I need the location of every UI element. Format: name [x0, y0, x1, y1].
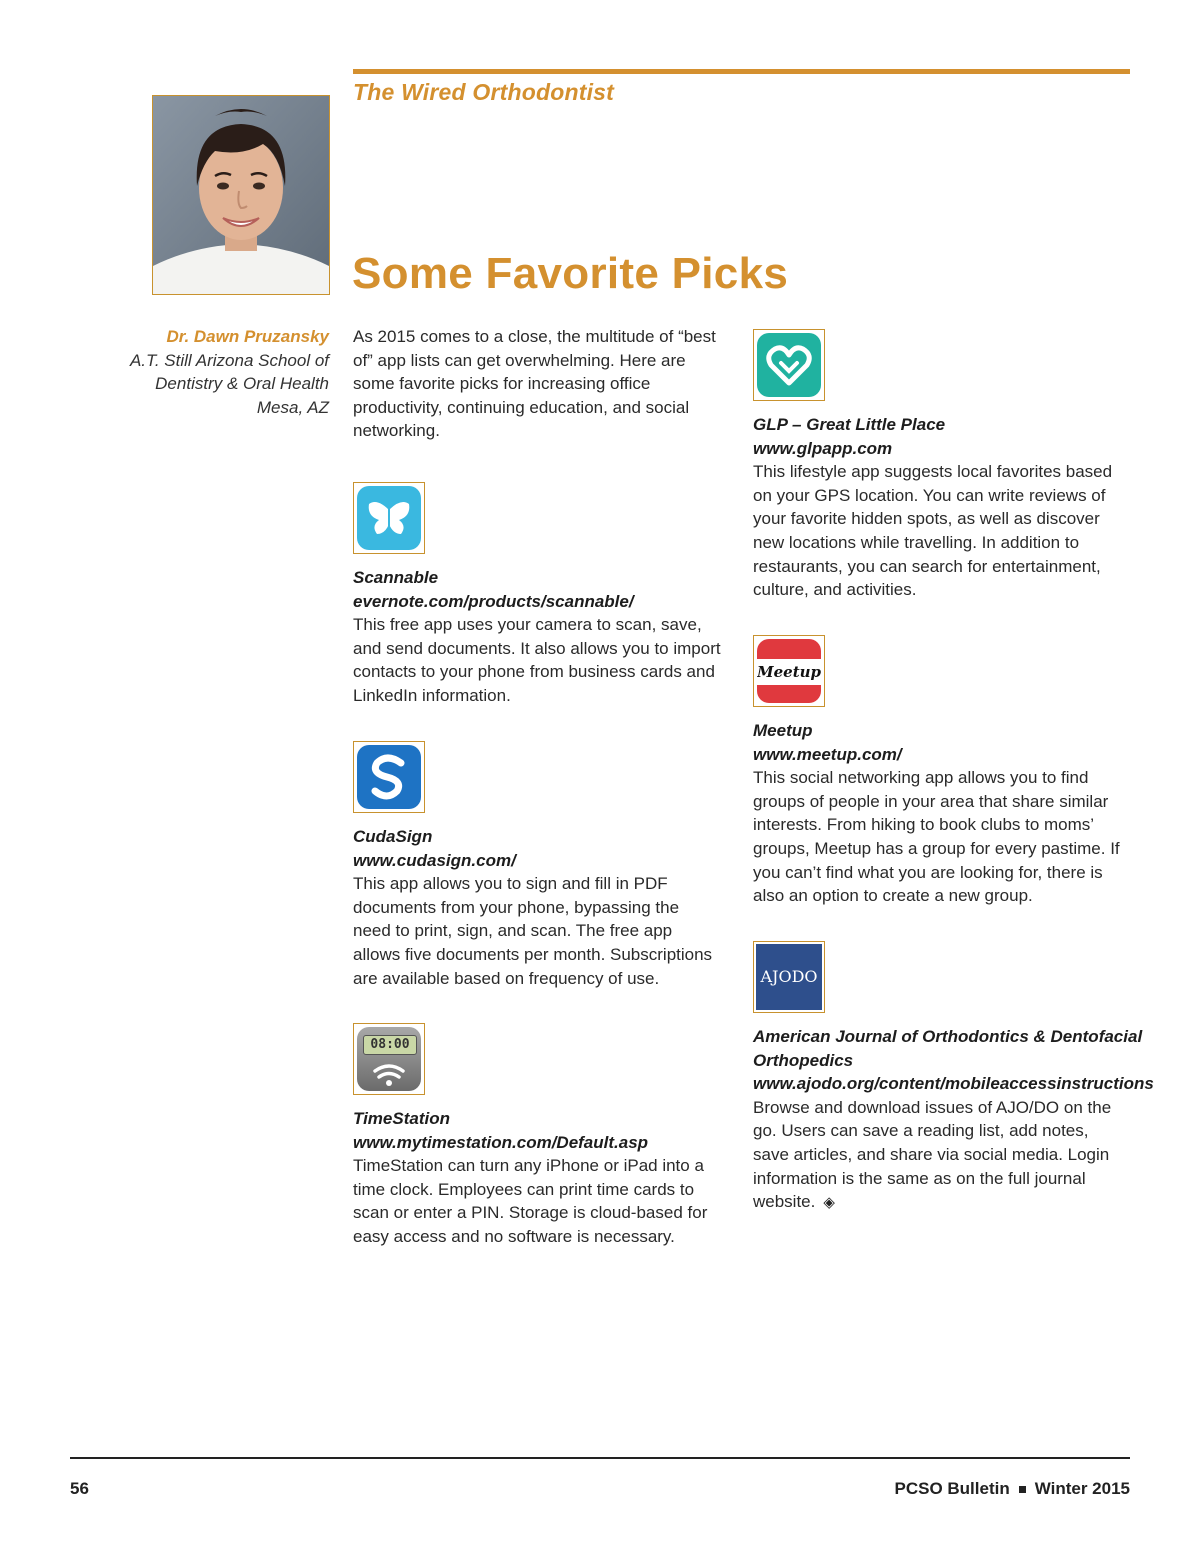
- end-of-article-mark: ◈: [823, 1194, 835, 1212]
- app-name: Scannable: [353, 568, 439, 587]
- column-title: The Wired Orthodontist: [353, 79, 615, 105]
- author-affiliation-line1: A.T. Still Arizona School of: [129, 350, 329, 370]
- app-icon-frame: [753, 635, 825, 707]
- app-entry-glp: [753, 329, 1125, 602]
- app-url-link[interactable]: evernote.com/products/scannable/: [353, 591, 634, 611]
- clock-display: 08:00: [363, 1035, 417, 1055]
- footer-separator: [1019, 1486, 1026, 1493]
- meetup-wordmark: Meetup: [757, 659, 821, 685]
- header-rule: [353, 69, 1130, 74]
- author-affiliation-line2: Dentistry & Oral Health: [155, 374, 329, 394]
- app-url-link[interactable]: www.glpapp.com: [753, 438, 893, 458]
- article-title: Some Favorite Picks: [352, 249, 789, 298]
- scannable-butterfly-icon: [357, 486, 421, 550]
- app-description: TimeStation can turn any iPhone or iPad into a time clock. Employees can print time cards to scan or enter a PIN. Storage is cloud-based for easy access and no software is necessary.: [353, 1156, 708, 1246]
- issue-date: Winter 2015: [1034, 1479, 1130, 1498]
- app-description: This lifestyle app suggests local favorites based on your GPS location. You can write reviews of your favorite hidden spots, as well as discover new locations while travelling. In addition to restaurants, you can search for entertainment, culture, and activities.: [753, 462, 1113, 600]
- ajodo-logo-icon: [756, 944, 822, 1010]
- timestation-clock-icon: [357, 1027, 421, 1091]
- author-name: Dr. Dawn Pruzansky: [166, 327, 329, 346]
- app-entry-cudasign: [353, 741, 718, 990]
- app-icon-frame: [753, 329, 825, 401]
- app-entry-scannable: [353, 482, 733, 708]
- app-description: [753, 1096, 1118, 1215]
- app-icon-frame: [353, 741, 425, 813]
- meetup-logo-icon: [757, 639, 821, 703]
- app-description-text: Browse and download issues of AJO/DO on the go. Users can save a reading list, add notes, save articles, and share via social media. Login information is the same as on the full journal website.: [753, 1097, 1112, 1212]
- app-icon-frame: [753, 941, 825, 1013]
- author-photo: [152, 95, 330, 295]
- ajodo-wordmark: AJODO: [760, 967, 818, 986]
- footer-publication-info: [894, 1479, 1130, 1499]
- app-entry-ajodo: [753, 941, 1154, 1215]
- app-icon-frame: [353, 1023, 425, 1095]
- app-url-link[interactable]: www.ajodo.org/content/mobileaccessinstructions: [753, 1074, 1154, 1094]
- footer-rule: [70, 1457, 1130, 1459]
- glp-heart-icon: [757, 333, 821, 397]
- author-location: Mesa, AZ: [256, 397, 329, 417]
- app-name: TimeStation: [353, 1109, 450, 1128]
- app-url-link[interactable]: www.meetup.com/: [753, 744, 902, 764]
- app-url-link[interactable]: www.cudasign.com/: [353, 850, 516, 870]
- publication-name: PCSO Bulletin: [894, 1479, 1010, 1498]
- app-icon-frame: [353, 482, 425, 554]
- app-name: CudaSign: [353, 827, 433, 846]
- intro-paragraph: As 2015 comes to a close, the multitude of “best of” app lists can get overwhelming. Here are some favorite picks for increasing office productivity, continuing education, and social networking.: [353, 327, 716, 441]
- author-byline: [100, 325, 329, 419]
- app-entry-meetup: [753, 635, 1125, 908]
- app-name: GLP – Great Little Place: [753, 415, 946, 434]
- app-description: This app allows you to sign and fill in PDF documents from your phone, bypassing the need to print, sign, and scan. The free app allows five documents per month. Subscriptions are available based on frequency of use.: [353, 874, 713, 988]
- app-description: This free app uses your camera to scan, save, and send documents. It also allows you to import contacts to your phone from business cards and LinkedIn information.: [353, 615, 721, 705]
- app-name: American Journal of Orthodontics & Dentofacial Orthopedics: [753, 1027, 1143, 1070]
- app-entry-timestation: [353, 1023, 718, 1249]
- app-name: Meetup: [753, 721, 813, 740]
- app-url-link[interactable]: www.mytimestation.com/Default.asp: [353, 1132, 649, 1152]
- app-description: This social networking app allows you to find groups of people in your area that share similar interests. From hiking to book clubs to moms’ groups, Meetup has a group for every pastime. If you can’t find what you are looking for, there is also an option to create a new group.: [753, 768, 1120, 906]
- cudasign-s-icon: [357, 745, 421, 809]
- page-number: 56: [70, 1479, 89, 1498]
